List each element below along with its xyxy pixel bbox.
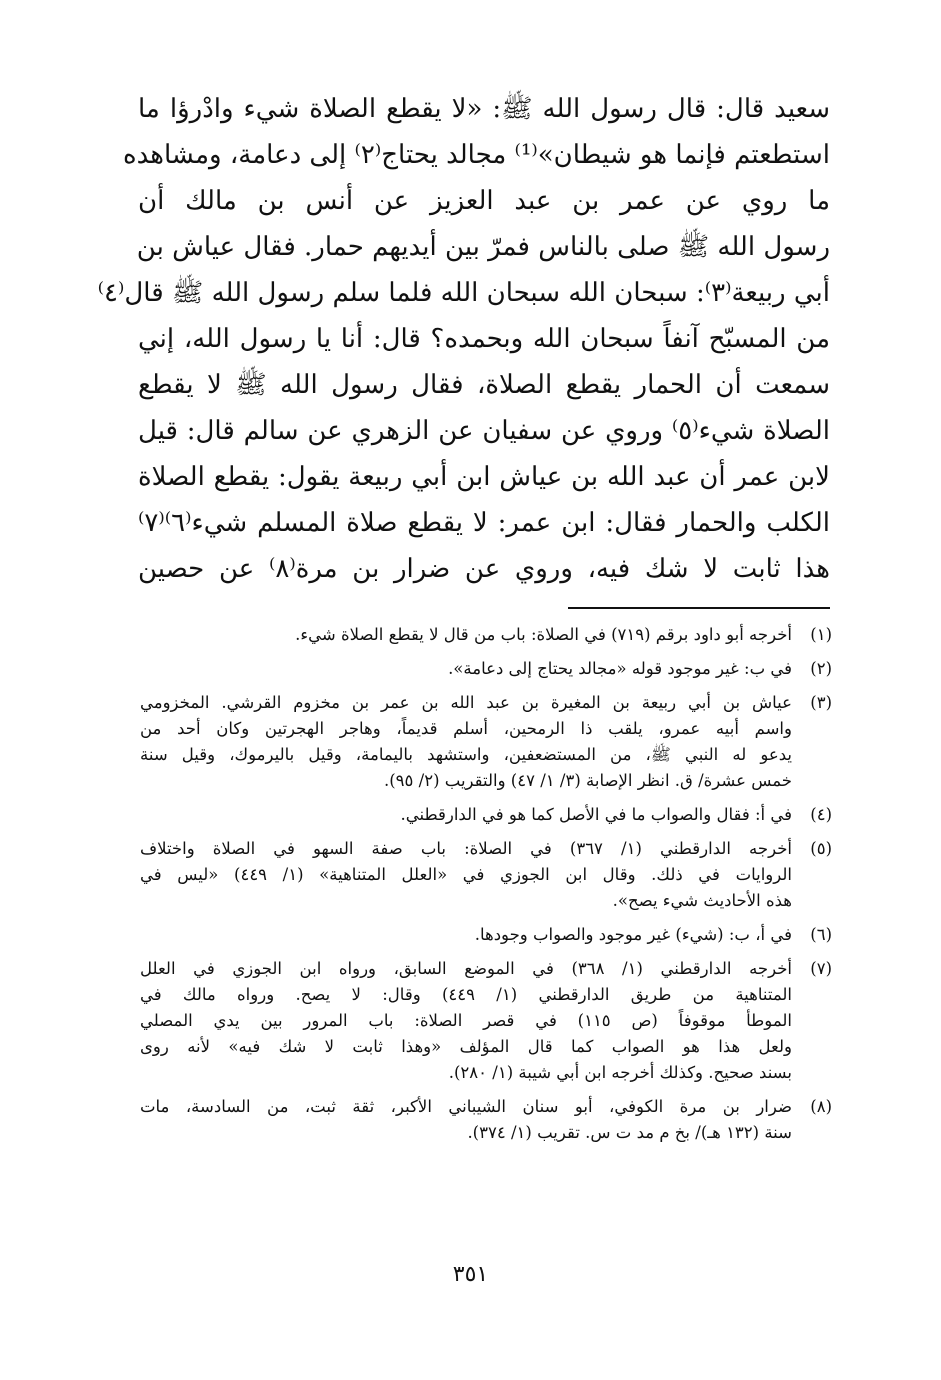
footnote-number: (٨) (810, 1097, 832, 1116)
footnote-line: يدعو له النبي ﷺ، من المستضعفين، واستشهد باليمامة، وقيل باليرموك، وقيل سنة (140, 745, 792, 764)
footnotes-block (140, 622, 832, 1154)
footnote-text (140, 956, 792, 1086)
footnote-line: سنة (١٣٢ هـ)/ بخ م مد ت س. تقريب (١/ ٣٧٤). (467, 1123, 792, 1142)
footnote-separator (568, 607, 830, 609)
footnote-line: أخرجه الدارقطني (١/ ٣٦٨) في الموضع السابق، ورواه ابن الجوزي في العلل (140, 959, 792, 978)
footnote-line: أخرجه أبو داود برقم (٧١٩) في الصلاة: باب من قال لا يقطع الصلاة شيء. (295, 625, 792, 644)
footnote (140, 656, 832, 682)
footnote-line: المتناهية من طريق الدارقطني (١/ ٤٤٩) وقال: لا يصح. ورواه مالك في (140, 985, 792, 1004)
footnote-text (140, 656, 792, 682)
footnote-line: ولعل هذا هو الصواب كما قال المؤلف «وهذا ثابت لا شك فيه» لأنه روى (140, 1037, 792, 1056)
footnote-line: ضرار بن مرة الكوفي، أبو سنان الشيباني الأكبر، ثقة ثبت، من السادسة، مات (140, 1097, 792, 1116)
footnote-line: هذه الأحاديث شيء يصح». (612, 891, 792, 910)
footnote-number: (٧) (810, 959, 832, 978)
footnote (140, 956, 832, 1086)
footnote-line: خمس عشرة/ ق. انظر الإصابة (٣/ ١/ ٤٧) والتقريب (٢/ ٩٥). (383, 771, 792, 790)
footnote-line: واسم أبيه عمرو، يلقب ذا الرمحين، أسلم قديماً، وهاجر الهجرتين وكان أحد من (140, 719, 792, 738)
footnote-line: في أ: فقال والصواب ما في الأصل كما هو في الدارقطني. (400, 805, 792, 824)
footnote (140, 836, 832, 914)
footnote-number: (٦) (810, 925, 832, 944)
footnote-line: بسند صحيح. وكذلك أخرجه ابن أبي شيبة (١/ ٢٨٠). (448, 1063, 792, 1082)
main-text-block (97, 86, 831, 592)
footnote-line: أخرجه الدارقطني (١/ ٣٦٧) في الصلاة: باب صفة السهو في الصلاة واختلاف (140, 839, 792, 858)
footnote-line: الموطأ موقوفاً (ص ١١٥) في قصر الصلاة: باب المرور بين يدي المصلي (140, 1011, 792, 1030)
body-line: هذا ثابت لا شك فيه، وروي عن ضرار بن مرة⁽٨⁾ عن حصين (138, 554, 831, 584)
body-line: أبي ربيعة⁽٣⁾: سبحان الله سبحان الله فلما سلم رسول الله ﷺ قال⁽٤⁾ (97, 278, 830, 308)
footnote-line: في ب: غير موجود قوله «مجالد يحتاج إلى دعامة». (448, 659, 792, 678)
footnote (140, 690, 832, 794)
footnote-text (140, 1094, 792, 1146)
footnote-number: (٣) (810, 693, 832, 712)
footnote-number: (٢) (810, 659, 832, 678)
body-line: رسول الله ﷺ صلى بالناس فمرّ بين أيديهم حمار. فقال عياش بن (136, 232, 830, 262)
footnote-number: (٤) (810, 805, 832, 824)
footnote-line: الروايات في ذلك. وقال ابن الجوزي في «العلل المتناهية» (١/ ٤٤٩) «ليس في (140, 865, 792, 884)
footnote-number: (٥) (810, 839, 832, 858)
body-line: سعيد قال: قال رسول الله ﷺ: «لا يقطع الصلاة شيء وادْرؤا ما (138, 94, 830, 124)
footnote-text (140, 622, 792, 648)
footnote-line: عياش بن أبي ربيعة بن المغيرة بن عبد الله بن عمر بن مخزوم القرشي. المخزومي (140, 693, 792, 712)
footnote-line: في أ، ب: (شيء) غير موجود والصواب وجودها. (474, 925, 792, 944)
footnote (140, 1094, 832, 1146)
body-line: الصلاة شيء⁽٥⁾ وروي عن سفيان عن الزهري عن سالم قال: قيل (138, 416, 830, 446)
footnote-text (140, 802, 792, 828)
body-line: سمعت أن الحمار يقطع الصلاة، فقال رسول الله ﷺ لا يقطع (138, 370, 830, 400)
body-line: استطعتم فإنما هو شيطان»⁽¹⁾ مجالد يحتاج⁽٢⁾ إلى دعامة، ومشاهده (123, 140, 830, 170)
body-line: الكلب والحمار فقال: ابن عمر: لا يقطع صلاة المسلم شيء⁽٦⁾⁽٧⁾ (138, 508, 830, 538)
footnote (140, 802, 832, 828)
footnote-number: (١) (810, 625, 832, 644)
footnote-text (140, 690, 792, 794)
page-number: ٣٥١ (452, 1262, 489, 1287)
footnote-text (140, 922, 792, 948)
body-line: ما روي عن عمر بن عبد العزيز عن أنس بن مالك أن (138, 186, 830, 216)
body-line: من المسبّح آنفاً سبحان الله وبحمده؟ قال: أنا يا رسول الله، إني (138, 324, 830, 354)
footnote (140, 922, 832, 948)
body-line: لابن عمر أن عبد الله بن عياش ابن أبي ربيعة يقول: يقطع الصلاة (138, 462, 830, 492)
footnote-text (140, 836, 792, 914)
footnote (140, 622, 832, 648)
